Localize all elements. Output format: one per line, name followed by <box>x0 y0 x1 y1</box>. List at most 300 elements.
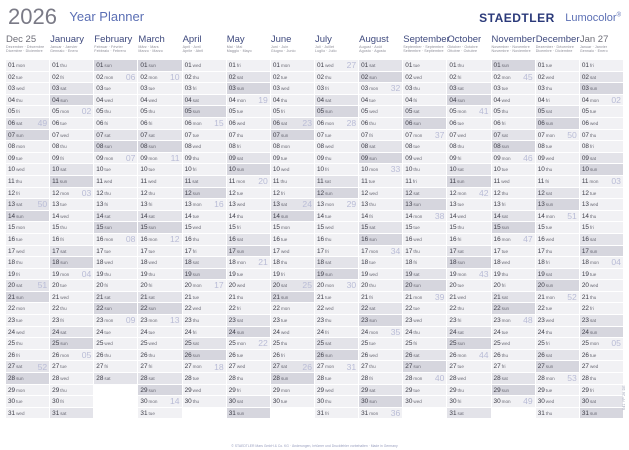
day-cell[interactable] <box>403 199 446 211</box>
day-cell[interactable] <box>447 199 490 211</box>
day-cell[interactable] <box>580 234 623 246</box>
day-cell[interactable] <box>492 222 535 234</box>
day-cell[interactable] <box>94 222 137 234</box>
day-cell[interactable] <box>94 338 137 350</box>
day-cell[interactable] <box>447 72 490 84</box>
day-cell[interactable] <box>50 385 93 397</box>
day-cell[interactable] <box>138 280 181 292</box>
day-cell[interactable] <box>227 222 270 234</box>
day-cell[interactable] <box>138 83 181 95</box>
day-cell[interactable] <box>447 292 490 304</box>
day-cell[interactable] <box>536 327 579 339</box>
day-cell[interactable] <box>94 327 137 339</box>
day-cell[interactable] <box>403 176 446 188</box>
day-cell[interactable] <box>227 280 270 292</box>
day-cell[interactable] <box>580 83 623 95</box>
day-cell[interactable] <box>359 106 402 118</box>
day-cell[interactable] <box>403 269 446 281</box>
day-cell[interactable] <box>580 199 623 211</box>
day-cell[interactable] <box>183 141 226 153</box>
day-cell[interactable] <box>138 303 181 315</box>
day-cell[interactable] <box>492 373 535 385</box>
day-cell[interactable] <box>403 164 446 176</box>
day-cell[interactable] <box>492 118 535 130</box>
day-cell[interactable] <box>227 211 270 223</box>
day-cell[interactable] <box>315 153 358 165</box>
day-cell[interactable] <box>271 396 314 408</box>
day-cell[interactable] <box>403 315 446 327</box>
day-cell[interactable] <box>50 222 93 234</box>
day-cell[interactable] <box>580 118 623 130</box>
day-cell[interactable] <box>492 292 535 304</box>
day-cell[interactable] <box>50 303 93 315</box>
day-cell[interactable] <box>183 257 226 269</box>
day-cell[interactable] <box>271 350 314 362</box>
day-cell[interactable] <box>6 373 49 385</box>
day-cell[interactable] <box>271 176 314 188</box>
day-cell[interactable] <box>183 303 226 315</box>
day-cell[interactable] <box>138 222 181 234</box>
day-cell[interactable] <box>6 408 49 420</box>
day-cell[interactable] <box>50 153 93 165</box>
day-cell[interactable] <box>271 327 314 339</box>
day-cell[interactable] <box>492 164 535 176</box>
day-cell[interactable] <box>536 303 579 315</box>
day-cell[interactable] <box>492 303 535 315</box>
day-cell[interactable] <box>271 60 314 72</box>
day-cell[interactable] <box>183 338 226 350</box>
day-cell[interactable] <box>227 269 270 281</box>
day-cell[interactable] <box>183 234 226 246</box>
day-cell[interactable] <box>50 176 93 188</box>
day-cell[interactable] <box>183 153 226 165</box>
day-cell[interactable] <box>359 269 402 281</box>
day-cell[interactable] <box>447 396 490 408</box>
day-cell[interactable] <box>6 385 49 397</box>
day-cell[interactable] <box>138 188 181 200</box>
day-cell[interactable] <box>138 60 181 72</box>
day-cell[interactable] <box>359 234 402 246</box>
day-cell[interactable] <box>580 153 623 165</box>
day-cell[interactable] <box>492 130 535 142</box>
day-cell[interactable] <box>50 60 93 72</box>
day-cell[interactable] <box>227 350 270 362</box>
day-cell[interactable] <box>183 385 226 397</box>
day-cell[interactable] <box>138 246 181 258</box>
day-cell[interactable] <box>6 269 49 281</box>
day-cell[interactable] <box>359 199 402 211</box>
day-cell[interactable] <box>359 60 402 72</box>
day-cell[interactable] <box>94 188 137 200</box>
day-cell[interactable] <box>50 361 93 373</box>
day-cell[interactable] <box>580 60 623 72</box>
day-cell[interactable] <box>138 164 181 176</box>
day-cell[interactable] <box>94 130 137 142</box>
day-cell[interactable] <box>315 257 358 269</box>
day-cell[interactable] <box>50 327 93 339</box>
day-cell[interactable] <box>6 188 49 200</box>
day-cell[interactable] <box>536 257 579 269</box>
day-cell[interactable] <box>227 361 270 373</box>
day-cell[interactable] <box>50 315 93 327</box>
day-cell[interactable] <box>359 373 402 385</box>
day-cell[interactable] <box>315 350 358 362</box>
day-cell[interactable] <box>138 211 181 223</box>
day-cell[interactable] <box>403 257 446 269</box>
day-cell[interactable] <box>447 385 490 397</box>
day-cell[interactable] <box>447 361 490 373</box>
day-cell[interactable] <box>271 188 314 200</box>
day-cell[interactable] <box>403 72 446 84</box>
day-cell[interactable] <box>359 130 402 142</box>
day-cell[interactable] <box>315 408 358 420</box>
day-cell[interactable] <box>227 234 270 246</box>
day-cell[interactable] <box>580 408 623 420</box>
day-cell[interactable] <box>50 408 93 420</box>
day-cell[interactable] <box>183 211 226 223</box>
day-cell[interactable] <box>447 153 490 165</box>
day-cell[interactable] <box>94 303 137 315</box>
day-cell[interactable] <box>183 373 226 385</box>
day-cell[interactable] <box>50 396 93 408</box>
day-cell[interactable] <box>359 350 402 362</box>
day-cell[interactable] <box>492 327 535 339</box>
day-cell[interactable] <box>447 211 490 223</box>
day-cell[interactable] <box>138 141 181 153</box>
day-cell[interactable] <box>6 106 49 118</box>
day-cell[interactable] <box>50 83 93 95</box>
day-cell[interactable] <box>138 292 181 304</box>
day-cell[interactable] <box>183 246 226 258</box>
day-cell[interactable] <box>447 141 490 153</box>
day-cell[interactable] <box>580 164 623 176</box>
day-cell[interactable] <box>183 130 226 142</box>
day-cell[interactable] <box>94 164 137 176</box>
day-cell[interactable] <box>271 303 314 315</box>
day-cell[interactable] <box>580 269 623 281</box>
day-cell[interactable] <box>183 60 226 72</box>
day-cell[interactable] <box>492 199 535 211</box>
day-cell[interactable] <box>403 60 446 72</box>
day-cell[interactable] <box>536 385 579 397</box>
day-cell[interactable] <box>138 95 181 107</box>
day-cell[interactable] <box>94 118 137 130</box>
day-cell[interactable] <box>94 60 137 72</box>
day-cell[interactable] <box>227 315 270 327</box>
day-cell[interactable] <box>227 164 270 176</box>
day-cell[interactable] <box>138 338 181 350</box>
day-cell[interactable] <box>359 303 402 315</box>
day-cell[interactable] <box>271 269 314 281</box>
day-cell[interactable] <box>403 234 446 246</box>
day-cell[interactable] <box>315 141 358 153</box>
day-cell[interactable] <box>492 269 535 281</box>
day-cell[interactable] <box>447 118 490 130</box>
day-cell[interactable] <box>6 60 49 72</box>
day-cell[interactable] <box>94 269 137 281</box>
day-cell[interactable] <box>315 188 358 200</box>
day-cell[interactable] <box>94 176 137 188</box>
day-cell[interactable] <box>138 118 181 130</box>
day-cell[interactable] <box>6 292 49 304</box>
day-cell[interactable] <box>271 234 314 246</box>
day-cell[interactable] <box>315 338 358 350</box>
day-cell[interactable] <box>580 141 623 153</box>
day-cell[interactable] <box>6 234 49 246</box>
day-cell[interactable] <box>315 246 358 258</box>
day-cell[interactable] <box>447 257 490 269</box>
day-cell[interactable] <box>227 292 270 304</box>
day-cell[interactable] <box>580 361 623 373</box>
day-cell[interactable] <box>403 246 446 258</box>
day-cell[interactable] <box>227 153 270 165</box>
day-cell[interactable] <box>227 72 270 84</box>
day-cell[interactable] <box>271 315 314 327</box>
day-cell[interactable] <box>536 315 579 327</box>
day-cell[interactable] <box>6 350 49 362</box>
day-cell[interactable] <box>227 60 270 72</box>
day-cell[interactable] <box>271 211 314 223</box>
day-cell[interactable] <box>492 350 535 362</box>
day-cell[interactable] <box>447 373 490 385</box>
day-cell[interactable] <box>536 350 579 362</box>
day-cell[interactable] <box>492 246 535 258</box>
day-cell[interactable] <box>580 246 623 258</box>
day-cell[interactable] <box>492 176 535 188</box>
day-cell[interactable] <box>227 106 270 118</box>
day-cell[interactable] <box>315 164 358 176</box>
day-cell[interactable] <box>536 72 579 84</box>
day-cell[interactable] <box>138 176 181 188</box>
day-cell[interactable] <box>580 130 623 142</box>
day-cell[interactable] <box>536 234 579 246</box>
day-cell[interactable] <box>271 257 314 269</box>
day-cell[interactable] <box>227 130 270 142</box>
day-cell[interactable] <box>6 95 49 107</box>
day-cell[interactable] <box>447 303 490 315</box>
day-cell[interactable] <box>94 83 137 95</box>
day-cell[interactable] <box>183 292 226 304</box>
day-cell[interactable] <box>6 257 49 269</box>
day-cell[interactable] <box>227 303 270 315</box>
day-cell[interactable] <box>271 222 314 234</box>
day-cell[interactable] <box>315 106 358 118</box>
day-cell[interactable] <box>492 83 535 95</box>
day-cell[interactable] <box>580 315 623 327</box>
day-cell[interactable] <box>94 199 137 211</box>
day-cell[interactable] <box>536 280 579 292</box>
day-cell[interactable] <box>536 396 579 408</box>
day-cell[interactable] <box>50 118 93 130</box>
day-cell[interactable] <box>536 60 579 72</box>
day-cell[interactable] <box>359 153 402 165</box>
day-cell[interactable] <box>94 106 137 118</box>
day-cell[interactable] <box>271 72 314 84</box>
day-cell[interactable] <box>492 280 535 292</box>
day-cell[interactable] <box>536 408 579 420</box>
day-cell[interactable] <box>315 222 358 234</box>
day-cell[interactable] <box>50 199 93 211</box>
day-cell[interactable] <box>6 222 49 234</box>
day-cell[interactable] <box>94 141 137 153</box>
day-cell[interactable] <box>492 188 535 200</box>
day-cell[interactable] <box>138 385 181 397</box>
day-cell[interactable] <box>271 153 314 165</box>
day-cell[interactable] <box>359 222 402 234</box>
day-cell[interactable] <box>183 188 226 200</box>
day-cell[interactable] <box>492 257 535 269</box>
day-cell[interactable] <box>50 211 93 223</box>
day-cell[interactable] <box>138 327 181 339</box>
day-cell[interactable] <box>271 83 314 95</box>
day-cell[interactable] <box>315 385 358 397</box>
day-cell[interactable] <box>447 60 490 72</box>
day-cell[interactable] <box>227 246 270 258</box>
day-cell[interactable] <box>536 106 579 118</box>
day-cell[interactable] <box>403 338 446 350</box>
day-cell[interactable] <box>6 130 49 142</box>
day-cell[interactable] <box>315 234 358 246</box>
day-cell[interactable] <box>580 106 623 118</box>
day-cell[interactable] <box>403 106 446 118</box>
day-cell[interactable] <box>492 106 535 118</box>
day-cell[interactable] <box>403 141 446 153</box>
day-cell[interactable] <box>271 130 314 142</box>
day-cell[interactable] <box>138 269 181 281</box>
day-cell[interactable] <box>227 118 270 130</box>
day-cell[interactable] <box>492 141 535 153</box>
day-cell[interactable] <box>138 257 181 269</box>
day-cell[interactable] <box>183 222 226 234</box>
day-cell[interactable] <box>94 246 137 258</box>
day-cell[interactable] <box>447 83 490 95</box>
day-cell[interactable] <box>94 280 137 292</box>
day-cell[interactable] <box>183 164 226 176</box>
day-cell[interactable] <box>403 188 446 200</box>
day-cell[interactable] <box>50 292 93 304</box>
day-cell[interactable] <box>315 176 358 188</box>
day-cell[interactable] <box>447 222 490 234</box>
day-cell[interactable] <box>536 361 579 373</box>
day-cell[interactable] <box>359 211 402 223</box>
day-cell[interactable] <box>227 188 270 200</box>
day-cell[interactable] <box>315 396 358 408</box>
day-cell[interactable] <box>227 199 270 211</box>
day-cell[interactable] <box>492 60 535 72</box>
day-cell[interactable] <box>183 83 226 95</box>
day-cell[interactable] <box>580 373 623 385</box>
day-cell[interactable] <box>536 118 579 130</box>
day-cell[interactable] <box>183 396 226 408</box>
day-cell[interactable] <box>6 338 49 350</box>
day-cell[interactable] <box>580 303 623 315</box>
day-cell[interactable] <box>580 280 623 292</box>
day-cell[interactable] <box>536 164 579 176</box>
day-cell[interactable] <box>359 95 402 107</box>
day-cell[interactable] <box>183 315 226 327</box>
day-cell[interactable] <box>315 327 358 339</box>
day-cell[interactable] <box>403 396 446 408</box>
day-cell[interactable] <box>403 222 446 234</box>
day-cell[interactable] <box>50 164 93 176</box>
day-cell[interactable] <box>536 338 579 350</box>
day-cell[interactable] <box>94 292 137 304</box>
day-cell[interactable] <box>580 211 623 223</box>
day-cell[interactable] <box>183 350 226 362</box>
day-cell[interactable] <box>227 141 270 153</box>
day-cell[interactable] <box>94 373 137 385</box>
day-cell[interactable] <box>227 83 270 95</box>
day-cell[interactable] <box>50 234 93 246</box>
day-cell[interactable] <box>492 385 535 397</box>
day-cell[interactable] <box>271 141 314 153</box>
day-cell[interactable] <box>580 327 623 339</box>
day-cell[interactable] <box>227 327 270 339</box>
day-cell[interactable] <box>183 269 226 281</box>
day-cell[interactable] <box>580 188 623 200</box>
day-cell[interactable] <box>492 211 535 223</box>
day-cell[interactable] <box>580 385 623 397</box>
day-cell[interactable] <box>50 338 93 350</box>
day-cell[interactable] <box>183 106 226 118</box>
day-cell[interactable] <box>492 95 535 107</box>
day-cell[interactable] <box>359 396 402 408</box>
day-cell[interactable] <box>580 72 623 84</box>
day-cell[interactable] <box>403 350 446 362</box>
day-cell[interactable] <box>359 176 402 188</box>
day-cell[interactable] <box>359 385 402 397</box>
day-cell[interactable] <box>138 130 181 142</box>
day-cell[interactable] <box>580 292 623 304</box>
day-cell[interactable] <box>138 106 181 118</box>
day-cell[interactable] <box>447 234 490 246</box>
day-cell[interactable] <box>536 83 579 95</box>
day-cell[interactable] <box>94 350 137 362</box>
day-cell[interactable] <box>359 361 402 373</box>
day-cell[interactable] <box>6 176 49 188</box>
day-cell[interactable] <box>183 95 226 107</box>
day-cell[interactable] <box>359 338 402 350</box>
day-cell[interactable] <box>50 72 93 84</box>
day-cell[interactable] <box>536 199 579 211</box>
day-cell[interactable] <box>447 164 490 176</box>
day-cell[interactable] <box>536 153 579 165</box>
day-cell[interactable] <box>403 327 446 339</box>
day-cell[interactable] <box>50 141 93 153</box>
day-cell[interactable] <box>403 153 446 165</box>
day-cell[interactable] <box>536 141 579 153</box>
day-cell[interactable] <box>315 292 358 304</box>
day-cell[interactable] <box>403 361 446 373</box>
day-cell[interactable] <box>271 106 314 118</box>
day-cell[interactable] <box>6 315 49 327</box>
day-cell[interactable] <box>447 246 490 258</box>
day-cell[interactable] <box>271 373 314 385</box>
day-cell[interactable] <box>359 257 402 269</box>
day-cell[interactable] <box>271 338 314 350</box>
day-cell[interactable] <box>50 257 93 269</box>
day-cell[interactable] <box>315 373 358 385</box>
day-cell[interactable] <box>447 176 490 188</box>
day-cell[interactable] <box>315 303 358 315</box>
day-cell[interactable] <box>138 350 181 362</box>
day-cell[interactable] <box>315 211 358 223</box>
day-cell[interactable] <box>536 222 579 234</box>
day-cell[interactable] <box>580 222 623 234</box>
day-cell[interactable] <box>227 396 270 408</box>
day-cell[interactable] <box>315 95 358 107</box>
day-cell[interactable] <box>447 327 490 339</box>
